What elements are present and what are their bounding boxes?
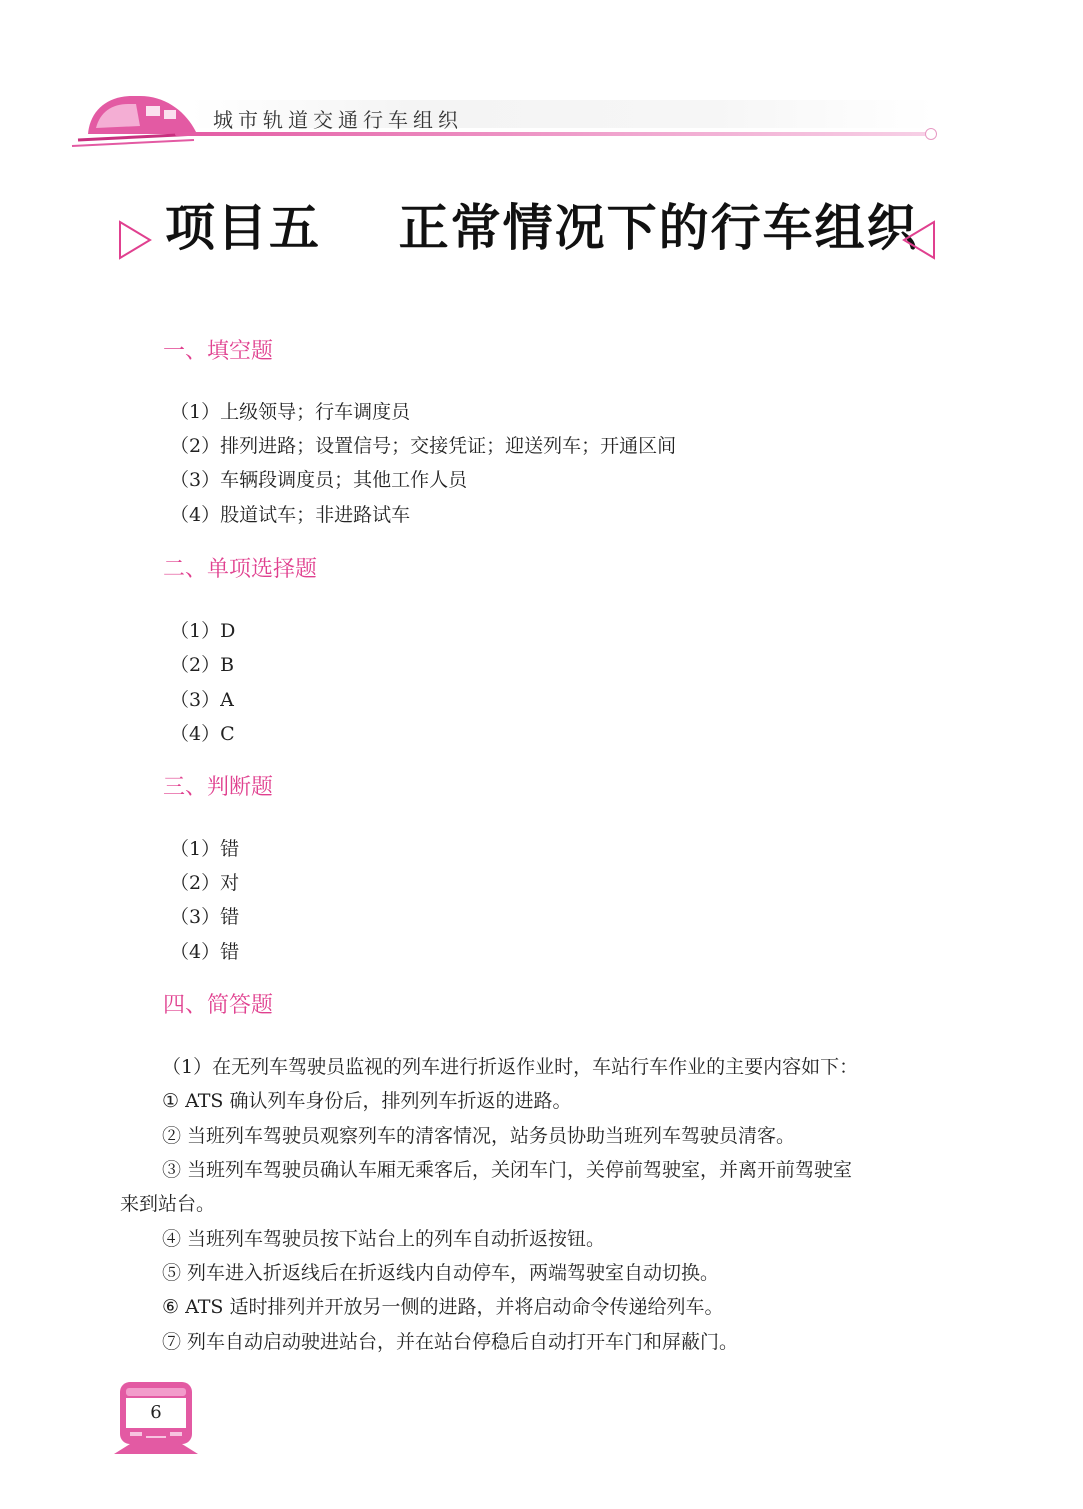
answer-item: （4）C bbox=[170, 723, 235, 745]
header-rule bbox=[175, 132, 930, 136]
chapter-title-block bbox=[110, 188, 950, 268]
triangle-left-icon bbox=[902, 220, 936, 260]
answer-paragraph: ⑦ 列车自动启动驶进站台，并在站台停稳后自动打开车门和屏蔽门。 bbox=[162, 1331, 739, 1353]
book-title: 城市轨道交通行车组织 bbox=[213, 108, 463, 132]
answer-paragraph: ④ 当班列车驾驶员按下站台上的列车自动折返按钮。 bbox=[162, 1228, 606, 1250]
section-heading-short-answer: 四、简答题 bbox=[163, 993, 274, 1018]
answer-item: （3）错 bbox=[170, 906, 240, 928]
answer-item: （4）股道试车；非进路试车 bbox=[170, 504, 411, 526]
chapter-title: 项目五 正常情况下的行车组织 bbox=[165, 199, 919, 257]
answer-item: （2）对 bbox=[170, 872, 240, 894]
page-footer bbox=[112, 1380, 200, 1456]
answer-item: （3）A bbox=[170, 689, 234, 711]
answer-item: （3）车辆段调度员；其他工作人员 bbox=[170, 469, 468, 491]
answer-item: （2）B bbox=[170, 654, 235, 676]
answer-paragraph: ⑤ 列车进入折返线后在折返线内自动停车，两端驾驶室自动切换。 bbox=[162, 1262, 720, 1284]
answer-item: （1）上级领导；行车调度员 bbox=[170, 401, 411, 423]
header-dot-icon bbox=[925, 128, 937, 140]
page-header bbox=[70, 88, 950, 158]
train-icon bbox=[70, 88, 200, 150]
answer-paragraph: ③ 当班列车驾驶员确认车厢无乘客后，关闭车门，关停前驾驶室，并离开前驾驶室 bbox=[162, 1159, 853, 1181]
answer-item: （4）错 bbox=[170, 941, 240, 963]
answer-paragraph-continuation: 来到站台。 bbox=[120, 1193, 216, 1215]
answer-paragraph: ⑥ ATS 适时排列并开放另一侧的进路，并将启动命令传递给列车。 bbox=[162, 1296, 724, 1318]
answer-paragraph: ① ATS 确认列车身份后，排列列车折返的进路。 bbox=[162, 1090, 572, 1112]
answer-paragraph: （1）在无列车驾驶员监视的列车进行折返作业时，车站行车作业的主要内容如下： bbox=[162, 1056, 859, 1078]
answer-item: （1）错 bbox=[170, 838, 240, 860]
answer-item: （1）D bbox=[170, 620, 236, 642]
page-number: 6 bbox=[150, 1402, 162, 1423]
answer-paragraph: ② 当班列车驾驶员观察列车的清客情况，站务员协助当班列车驾驶员清客。 bbox=[162, 1125, 796, 1147]
section-heading-true-false: 三、判断题 bbox=[163, 775, 274, 800]
section-heading-single-choice: 二、单项选择题 bbox=[163, 557, 318, 582]
section-heading-fill-blank: 一、填空题 bbox=[163, 339, 274, 364]
answer-item: （2）排列进路；设置信号；交接凭证；迎送列车；开通区间 bbox=[170, 435, 677, 457]
triangle-right-icon bbox=[118, 220, 152, 260]
